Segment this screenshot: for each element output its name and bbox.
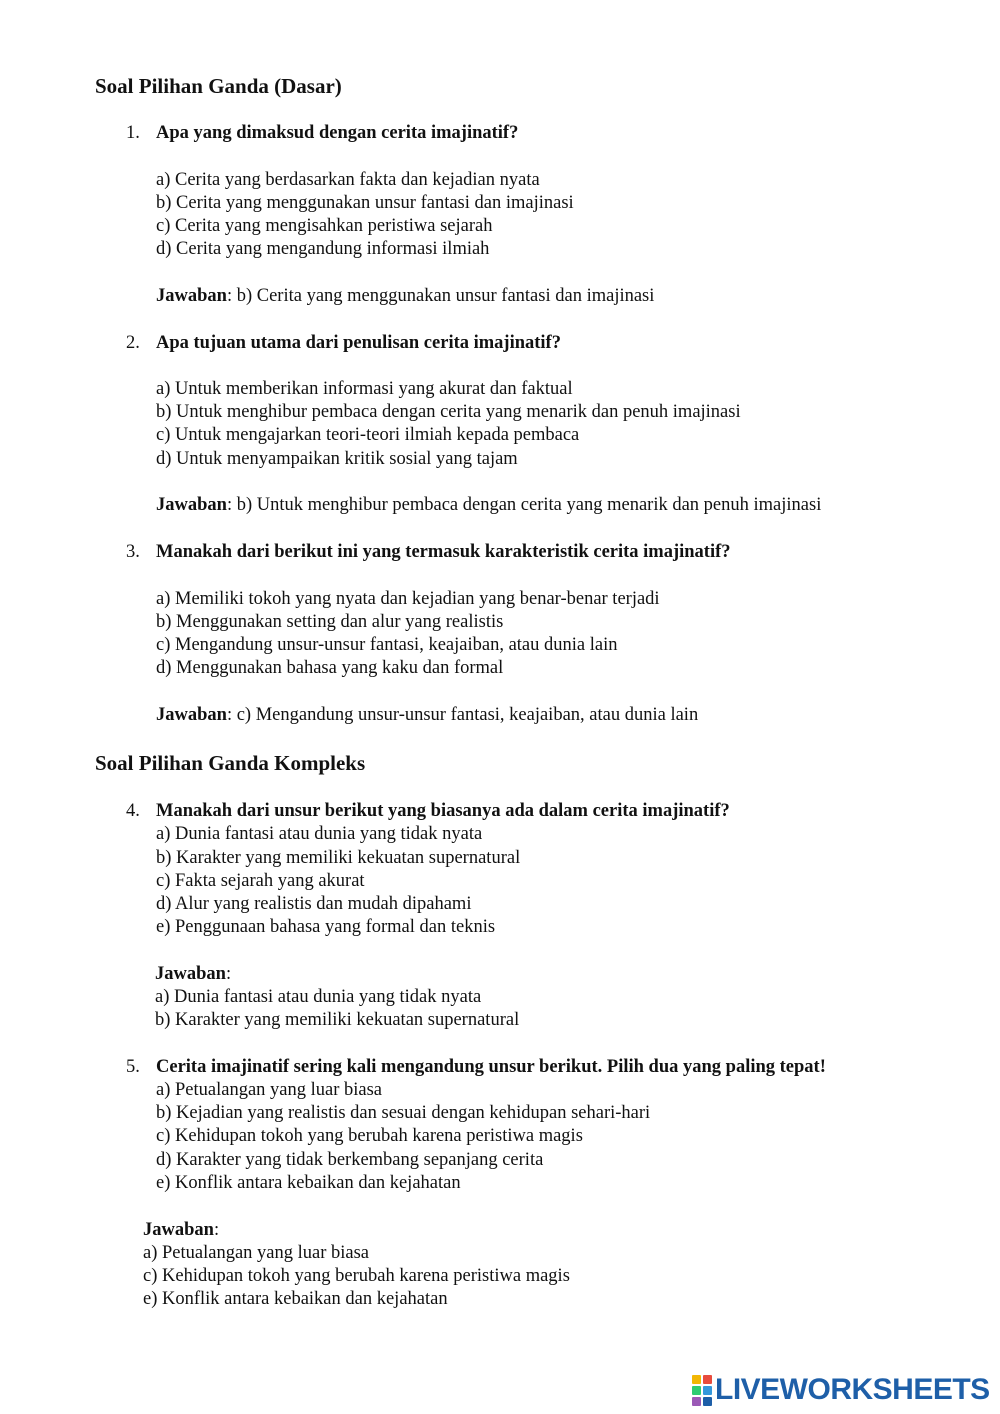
q5-option-b: b) Kejadian yang realistis dan sesuai dengan kehidupan sehari-hari	[156, 1103, 651, 1123]
q4-option-d: d) Alur yang realistis dan mudah dipahami	[156, 894, 472, 914]
q5-option-c: c) Kehidupan tokoh yang berubah karena peristiwa magis	[156, 1126, 583, 1146]
q5-option-d: d) Karakter yang tidak berkembang sepanjang cerita	[156, 1150, 544, 1170]
q4-option-a: a) Dunia fantasi atau dunia yang tidak nyata	[156, 824, 483, 844]
answer-label: Jawaban	[143, 1220, 214, 1240]
question-text-2: Apa tujuan utama dari penulisan cerita imajinatif?	[156, 333, 561, 353]
q1-option-b: b) Cerita yang menggunakan unsur fantasi dan imajinasi	[156, 193, 574, 213]
q5-option-e: e) Konflik antara kebaikan dan kejahatan	[156, 1173, 461, 1193]
liveworksheets-logo	[692, 1373, 990, 1407]
logo-text: LIVEWORKSHEETS	[715, 1373, 990, 1406]
section-title-dasar: Soal Pilihan Ganda (Dasar)	[95, 74, 342, 98]
q1-answer-text: : b) Cerita yang menggunakan unsur fantasi dan imajinasi	[226, 286, 655, 306]
answer-label: Jawaban	[155, 964, 226, 984]
question-text-5: Cerita imajinatif sering kali mengandung unsur berikut. Pilih dua yang paling tepat!	[156, 1057, 826, 1077]
q1-option-d: d) Cerita yang mengandung informasi ilmiah	[156, 239, 490, 259]
question-number-1: 1.	[126, 123, 140, 143]
q2-option-d: d) Untuk menyampaikan kritik sosial yang tajam	[156, 449, 518, 469]
question-text-4: Manakah dari unsur berikut yang biasanya ada dalam cerita imajinatif?	[156, 801, 730, 821]
q4-answer-2: b) Karakter yang memiliki kekuatan supernatural	[155, 1010, 520, 1030]
q4-answer-1: a) Dunia fantasi atau dunia yang tidak nyata	[155, 987, 482, 1007]
question-number-5: 5.	[126, 1057, 140, 1077]
q5-answer-heading: Jawaban:	[143, 1220, 220, 1240]
q4-option-e: e) Penggunaan bahasa yang formal dan teknis	[156, 917, 496, 937]
q3-option-c: c) Mengandung unsur-unsur fantasi, keajaiban, atau dunia lain	[156, 635, 618, 655]
q4-option-c: c) Fakta sejarah yang akurat	[156, 871, 365, 891]
q1-option-c: c) Cerita yang mengisahkan peristiwa sejarah	[156, 216, 493, 236]
logo-mark-icon	[692, 1375, 712, 1406]
q1-answer	[156, 285, 654, 307]
answer-label: Jawaban	[156, 286, 227, 306]
answer-label: Jawaban	[156, 705, 227, 725]
q5-answer-2: c) Kehidupan tokoh yang berubah karena peristiwa magis	[143, 1266, 570, 1286]
q2-option-a: a) Untuk memberikan informasi yang akurat dan faktual	[156, 379, 573, 399]
q2-answer-text: : b) Untuk menghibur pembaca dengan cerita yang menarik dan penuh imajinasi	[226, 495, 822, 515]
q4-answer-heading: Jawaban:	[155, 964, 232, 984]
q2-option-c: c) Untuk mengajarkan teori-teori ilmiah kepada pembaca	[156, 425, 580, 445]
q3-option-d: d) Menggunakan bahasa yang kaku dan formal	[156, 658, 504, 678]
q5-answer-1: a) Petualangan yang luar biasa	[143, 1243, 370, 1263]
question-number-4: 4.	[126, 801, 140, 821]
q3-option-a: a) Memiliki tokoh yang nyata dan kejadian yang benar-benar terjadi	[156, 589, 660, 609]
answer-label: Jawaban	[156, 495, 227, 515]
question-text-1: Apa yang dimaksud dengan cerita imajinatif?	[156, 123, 519, 143]
q3-answer-text: : c) Mengandung unsur-unsur fantasi, keajaiban, atau dunia lain	[226, 705, 699, 725]
q3-option-b: b) Menggunakan setting dan alur yang realistis	[156, 612, 504, 632]
q2-answer	[156, 494, 821, 516]
q4-option-b: b) Karakter yang memiliki kekuatan supernatural	[156, 848, 521, 868]
question-number-3: 3.	[126, 542, 140, 562]
q2-option-b: b) Untuk menghibur pembaca dengan cerita yang menarik dan penuh imajinasi	[156, 402, 741, 422]
section-title-kompleks: Soal Pilihan Ganda Kompleks	[95, 751, 366, 775]
question-text-3: Manakah dari berikut ini yang termasuk karakteristik cerita imajinatif?	[156, 542, 731, 562]
q5-option-a: a) Petualangan yang luar biasa	[156, 1080, 383, 1100]
q5-answer-3: e) Konflik antara kebaikan dan kejahatan	[143, 1289, 448, 1309]
question-number-2: 2.	[126, 333, 140, 353]
q3-answer	[156, 704, 698, 726]
q1-option-a: a) Cerita yang berdasarkan fakta dan kejadian nyata	[156, 170, 540, 190]
